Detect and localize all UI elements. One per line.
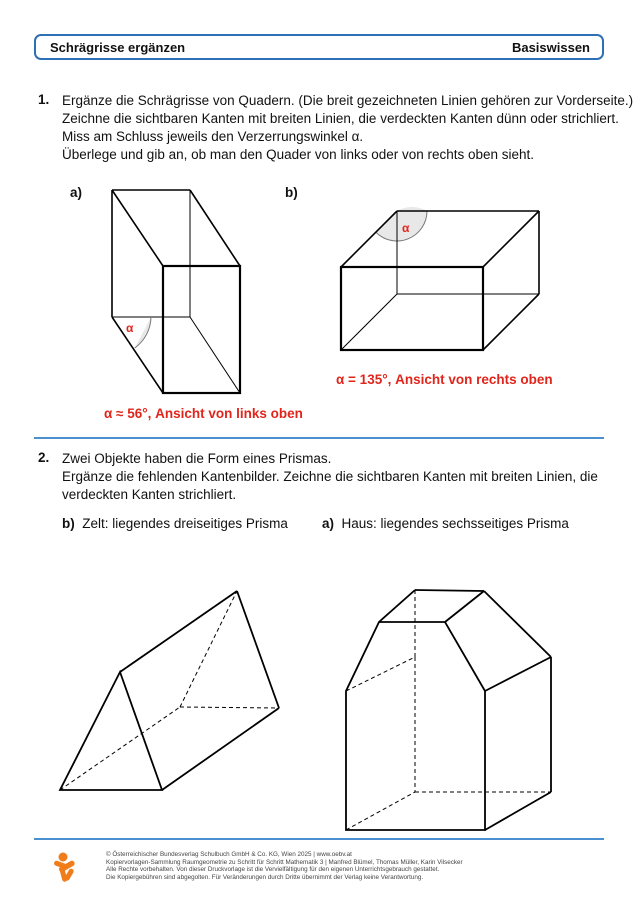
section-divider <box>34 437 604 439</box>
footer-copyright <box>106 851 463 881</box>
tent-visible-edges <box>60 591 279 790</box>
task2-b-text: Zelt: liegendes dreiseitiges Prisma <box>82 516 288 531</box>
task2-line: Zwei Objekte haben die Form eines Prismas. <box>62 451 332 466</box>
task2-b-caption <box>62 516 288 531</box>
page-category: Basiswissen <box>511 40 590 55</box>
task1-a-answer: α ≈ 56°, Ansicht von links oben <box>104 406 303 421</box>
footer-line: © Österreichischer Bundesverlag Schulbuch GmbH & Co. KG, Wien 2025 | www.oebv.at <box>106 851 352 858</box>
footer-line: Alle Rechte vorbehalten. Von dieser Druckvorlage ist die Vervielfältigung für den eigenen Unterrichtsgebrauch gestattet. <box>106 866 440 874</box>
cuboid-b-hidden-edges <box>341 211 539 350</box>
task1-b-answer: α = 135°, Ansicht von rechts oben <box>336 372 553 387</box>
footer-line: Kopiervorlagen-Sammlung Raumgeometrie zu Schritt für Schritt Mathematik 3 | Manfred Blümel, Thomas Müller, Karin Vilsecker <box>106 858 463 866</box>
task2-line: Ergänze die fehlenden Kantenbilder. Zeichne die sichtbaren Kanten mit breiten Linien, die <box>62 469 598 484</box>
cuboid-b-visible-edges <box>341 211 539 350</box>
task1-line: Zeichne die sichtbaren Kanten mit breiten Linien, die verdeckten Kanten dünn oder strichliert. <box>62 111 619 126</box>
task1-line: Ergänze die Schrägrisse von Quadern. (Die breit gezeichneten Linien gehören zur Vorderseite.) <box>62 93 634 108</box>
task1-b-label: b) <box>285 185 298 200</box>
cuboid-b-front-face <box>341 267 483 350</box>
publisher-logo-icon <box>53 853 75 883</box>
task2-number: 2. <box>38 450 50 465</box>
task1-line: Miss am Schluss jeweils den Verzerrungswinkel α. <box>62 129 364 144</box>
task2-b-label: b) <box>62 516 75 531</box>
footer-divider <box>34 838 604 840</box>
cuboid-a-front-face <box>163 266 240 393</box>
house-visible-edges <box>346 590 551 830</box>
cuboid-a-angle-arc <box>135 317 151 348</box>
task2-instructions <box>62 450 598 504</box>
house-prism <box>346 590 551 830</box>
footer-line: Die Kopiergebühren sind abgegolten. Für Veränderungen durch Dritte übernimmt der Verlag keine Verantwortung. <box>106 873 424 881</box>
cuboid-b-alpha-label: α <box>402 221 410 235</box>
task2-a-text: Haus: liegendes sechsseitiges Prisma <box>341 516 569 531</box>
task1-a-label: a) <box>70 185 83 200</box>
task2-a-caption <box>322 516 569 531</box>
tent-hidden-edges <box>60 591 279 790</box>
cuboid-a-alpha-label: α <box>126 321 134 335</box>
tent-prism <box>60 591 279 790</box>
task2-a-label: a) <box>322 516 335 531</box>
cuboid-b <box>341 207 539 350</box>
task1-number: 1. <box>38 92 50 107</box>
cuboid-a-hidden-edges <box>112 190 240 393</box>
cuboid-a-visible-edges <box>112 190 240 393</box>
cuboid-a <box>112 190 240 393</box>
task1-line: Überlege und gib an, ob man den Quader von links oder von rechts oben sieht. <box>62 147 535 162</box>
task2-line: verdeckten Kanten strichliert. <box>62 487 237 502</box>
page-title: Schrägrisse ergänzen <box>50 40 186 55</box>
